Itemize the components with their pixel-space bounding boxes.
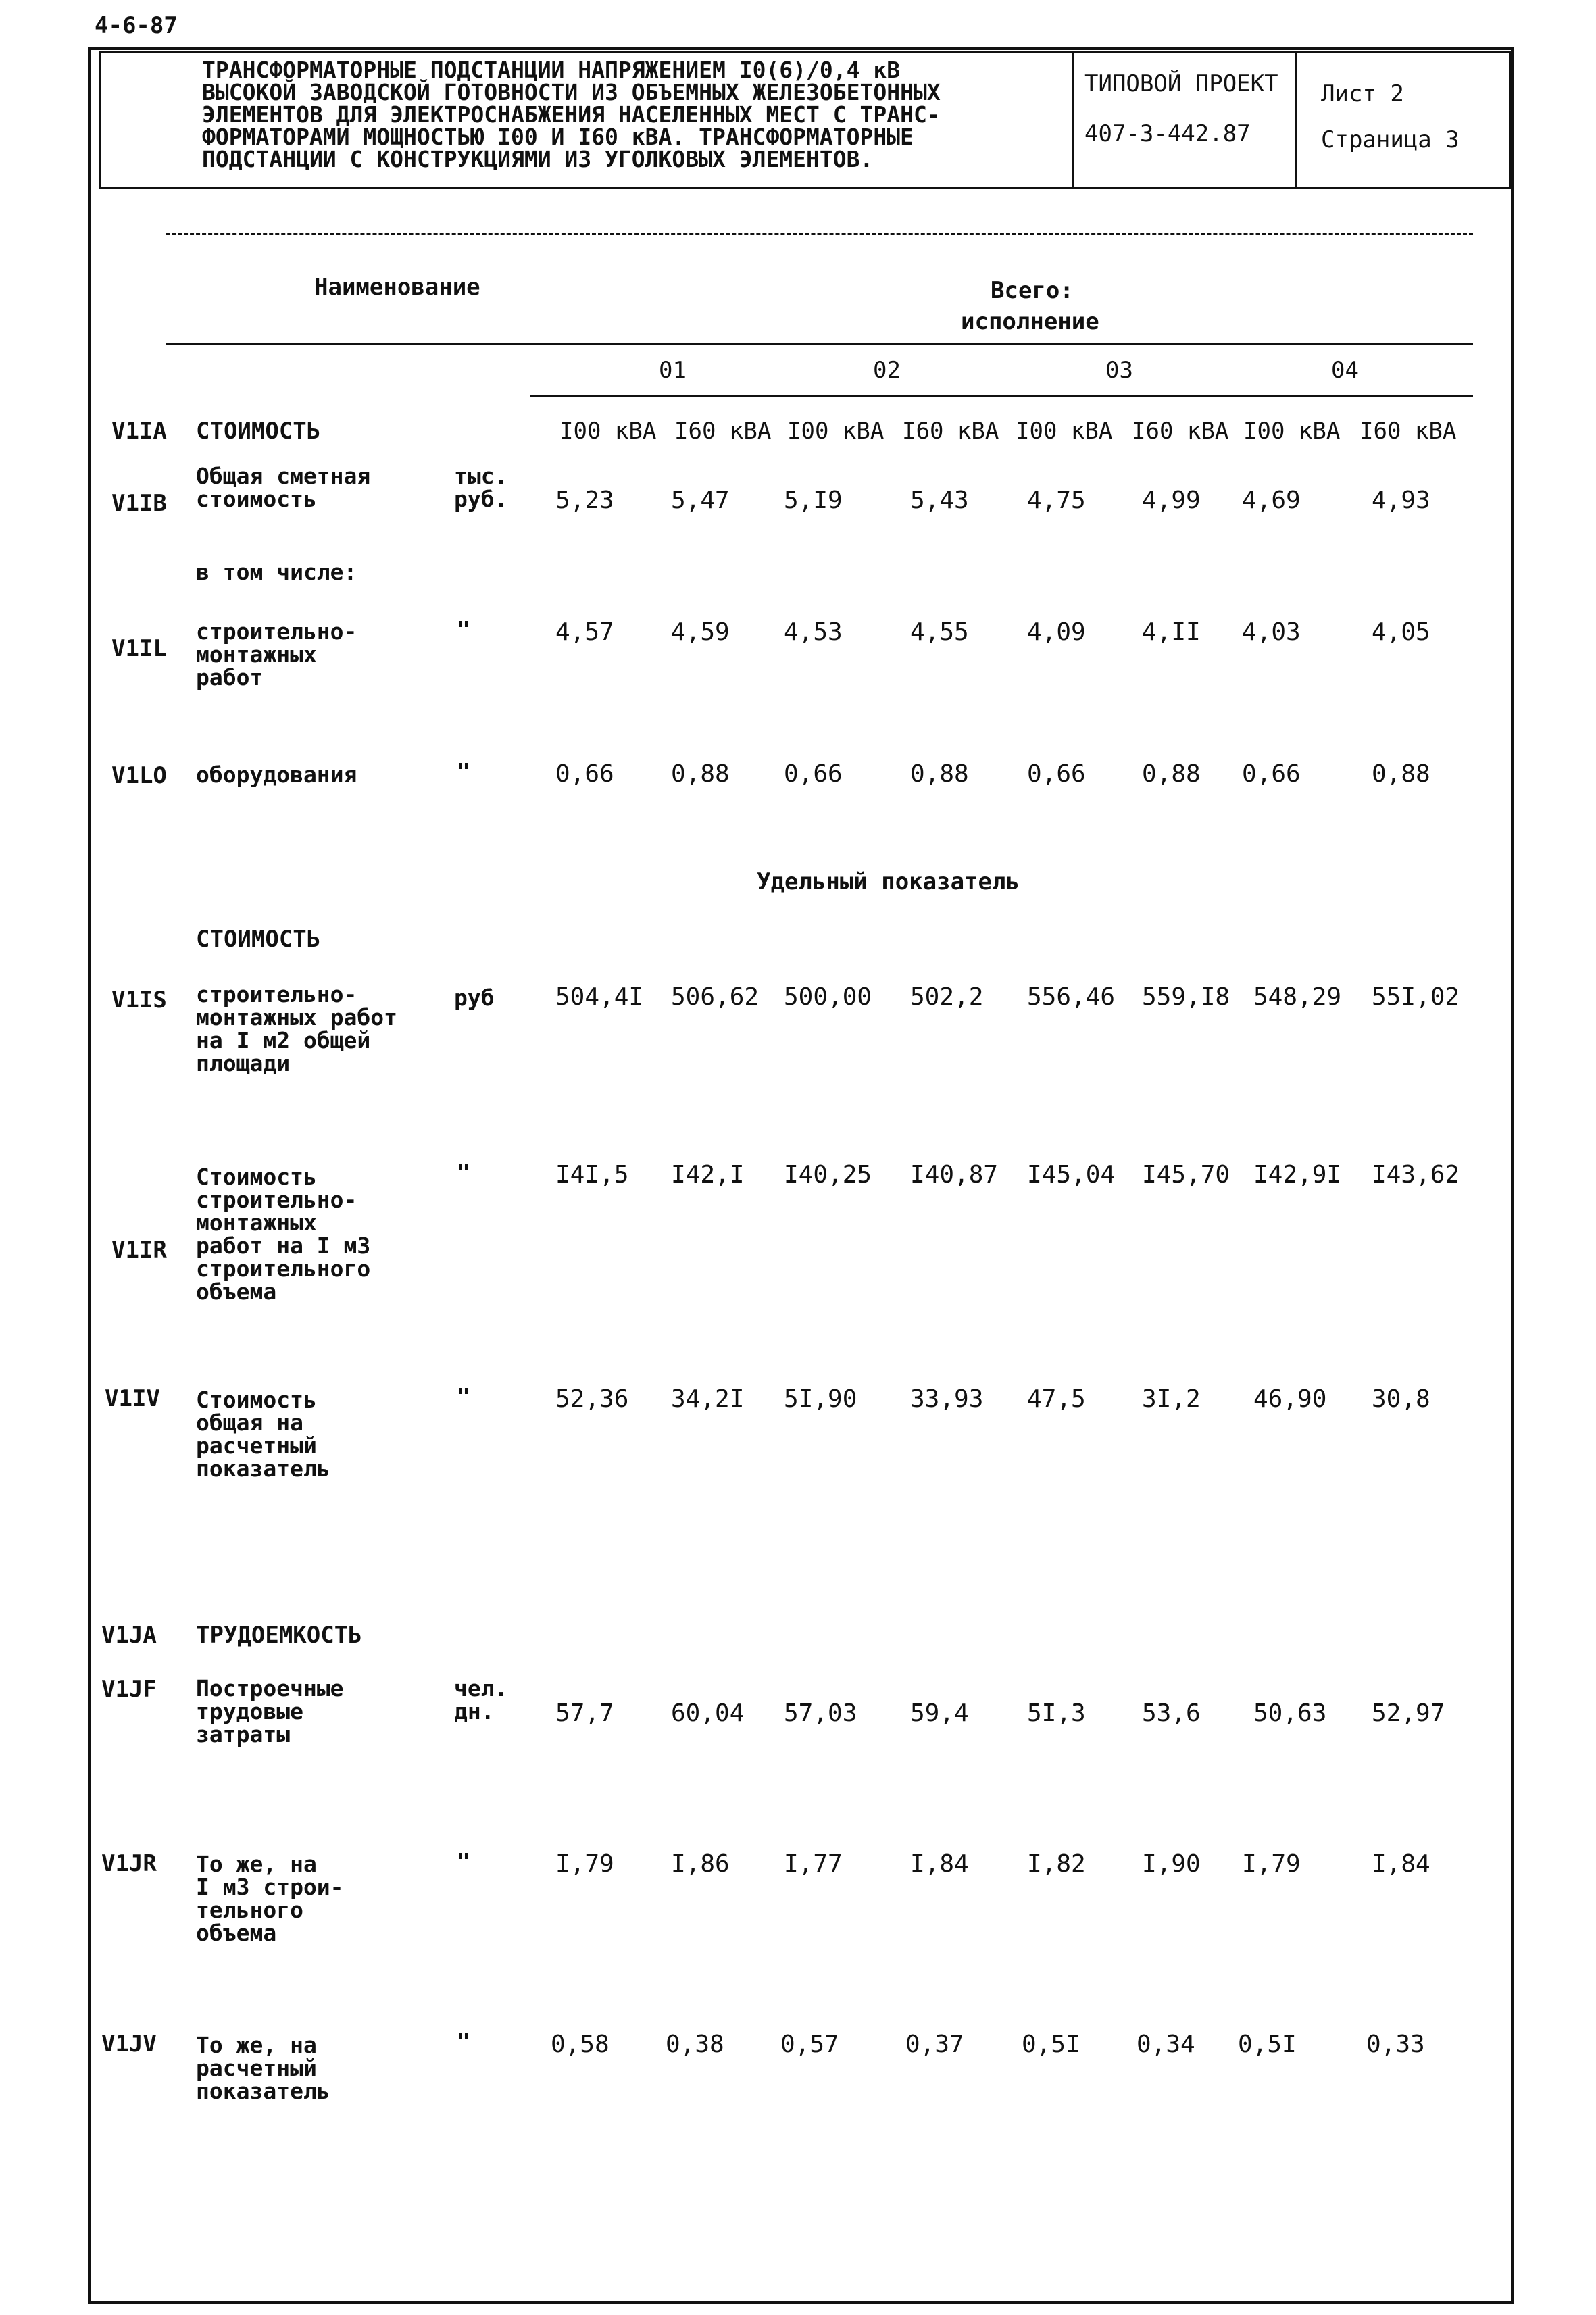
- table-cell: 60,04: [671, 1699, 745, 1727]
- group-header-rule: [530, 395, 1473, 397]
- specific-indicator-heading: Удельный показатель: [757, 868, 1020, 895]
- document-title: [101, 53, 1074, 187]
- table-cell: I40,25: [784, 1161, 872, 1189]
- table-cell: 4,II: [1142, 618, 1201, 646]
- section-label-cost-2: СТОИМОСТЬ: [196, 926, 321, 953]
- row-code: V1IA: [111, 418, 167, 445]
- row-code: V1IS: [111, 987, 167, 1014]
- table-cell: I45,70: [1142, 1161, 1230, 1189]
- page-number: Страница 3: [1321, 126, 1460, 153]
- row-label: строительно- монтажных работ: [196, 618, 357, 691]
- table-cell: I,79: [1242, 1850, 1301, 1878]
- table-cell: 4,93: [1372, 487, 1430, 514]
- table-cell: 33,93: [910, 1385, 984, 1413]
- row-label: Стоимость общая на расчетный показатель: [196, 1387, 330, 1482]
- table-cell: 0,88: [910, 760, 969, 788]
- total-header: Всего:: [991, 277, 1074, 304]
- power-col: I60 кВА: [1132, 418, 1229, 445]
- power-col: I60 кВА: [1360, 418, 1457, 445]
- table-cell: 0,66: [1242, 760, 1301, 788]
- power-col: I00 кВА: [1243, 418, 1341, 445]
- row-unit: ": [457, 1159, 470, 1185]
- title-line: ЭЛЕМЕНТОВ ДЛЯ ЭЛЕКТРОСНАБЖЕНИЯ НАСЕЛЕННЫХ МЕСТ С ТРАНС-: [202, 101, 941, 128]
- group-header-02: 02: [873, 357, 901, 384]
- power-col: I00 кВА: [1016, 418, 1113, 445]
- table-cell: 5I,90: [784, 1385, 857, 1413]
- row-unit: руб: [454, 985, 495, 1011]
- sheet-number: Лист 2: [1321, 80, 1404, 107]
- execution-header: исполнение: [961, 308, 1099, 335]
- table-cell: 506,62: [671, 983, 759, 1011]
- table-cell: 0,34: [1137, 2031, 1195, 2058]
- table-cell: 0,58: [551, 2031, 609, 2058]
- table-cell: 50,63: [1253, 1699, 1327, 1727]
- table-cell: 0,38: [666, 2031, 724, 2058]
- row-label: То же, на I м3 строи- тельного объема: [196, 1851, 344, 1946]
- row-unit: тыс. руб.: [454, 463, 508, 512]
- table-cell: 30,8: [1372, 1385, 1430, 1413]
- row-label: То же, на расчетный показатель: [196, 2032, 330, 2104]
- table-cell: I,79: [555, 1850, 614, 1878]
- row-unit: ": [457, 2028, 470, 2055]
- table-cell: 548,29: [1253, 983, 1342, 1011]
- table-cell: 5I,3: [1027, 1699, 1086, 1727]
- title-line: ТРАНСФОРМАТОРНЫЕ ПОДСТАНЦИИ НАПРЯЖЕНИЕМ I0(6)/0,4 кВ: [202, 57, 901, 83]
- table-cell: 0,57: [780, 2031, 839, 2058]
- table-cell: 5,43: [910, 487, 969, 514]
- power-col: I60 кВА: [902, 418, 999, 445]
- table-cell: 53,6: [1142, 1699, 1201, 1727]
- row-code: V1LO: [111, 762, 167, 789]
- row-label: Общая сметная стоимость: [196, 463, 371, 512]
- row-label: строительно- монтажных работ на I м2 общей площади: [196, 981, 398, 1076]
- power-col: I60 кВА: [674, 418, 772, 445]
- table-cell: 0,88: [1142, 760, 1201, 788]
- project-number: 407-3-442.87: [1084, 120, 1251, 147]
- table-cell: I4I,5: [555, 1161, 629, 1189]
- title-line: ВЫСОКОЙ ЗАВОДСКОЙ ГОТОВНОСТИ ИЗ ОБЪЕМНЫХ ЖЕЛЕЗОБЕТОННЫХ: [202, 79, 941, 105]
- table-cell: 0,88: [1372, 760, 1430, 788]
- row-code: V1IL: [111, 635, 167, 662]
- table-cell: 57,03: [784, 1699, 857, 1727]
- row-code: V1JV: [101, 2031, 157, 2058]
- header-rule: [166, 343, 1473, 345]
- table-cell: I,90: [1142, 1850, 1201, 1878]
- row-code: V1JF: [101, 1676, 157, 1703]
- table-cell: 4,75: [1027, 487, 1086, 514]
- section-label-labor: ТРУДОЕМКОСТЬ: [196, 1622, 362, 1649]
- including-label: в том числе:: [196, 559, 357, 585]
- table-cell: 500,00: [784, 983, 872, 1011]
- group-header-01: 01: [659, 357, 687, 384]
- page-code: 4-6-87: [95, 12, 178, 39]
- power-col: I00 кВА: [787, 418, 884, 445]
- table-cell: 4,59: [671, 618, 730, 646]
- table-cell: 3I,2: [1142, 1385, 1201, 1413]
- table-cell: I,86: [671, 1850, 730, 1878]
- row-unit: ": [457, 1383, 470, 1410]
- table-cell: 5,47: [671, 487, 730, 514]
- name-column-header: Наименование: [314, 274, 480, 301]
- table-cell: 4,03: [1242, 618, 1301, 646]
- table-cell: 4,53: [784, 618, 843, 646]
- table-cell: 52,97: [1372, 1699, 1445, 1727]
- table-cell: I,84: [1372, 1850, 1430, 1878]
- row-code: V1IB: [111, 490, 167, 517]
- title-line: ФОРМАТОРАМИ МОЩНОСТЬЮ I00 И I60 кВА. ТРАНСФОРМАТОРНЫЕ: [202, 124, 914, 150]
- table-cell: 0,37: [905, 2031, 964, 2058]
- table-cell: 0,88: [671, 760, 730, 788]
- table-cell: 4,99: [1142, 487, 1201, 514]
- table-cell: 59,4: [910, 1699, 969, 1727]
- table-cell: 5,23: [555, 487, 614, 514]
- table-cell: I,77: [784, 1850, 843, 1878]
- table-cell: 47,5: [1027, 1385, 1086, 1413]
- table-cell: 4,05: [1372, 618, 1430, 646]
- row-unit: ": [457, 1848, 470, 1874]
- title-line: ПОДСТАНЦИИ С КОНСТРУКЦИЯМИ ИЗ УГОЛКОВЫХ ЭЛЕМЕНТОВ.: [202, 146, 874, 172]
- power-col: I00 кВА: [559, 418, 657, 445]
- table-cell: 0,66: [784, 760, 843, 788]
- group-header-04: 04: [1331, 357, 1359, 384]
- table-cell: 0,66: [1027, 760, 1086, 788]
- row-code: V1IR: [111, 1237, 167, 1264]
- table-cell: 0,33: [1366, 2031, 1425, 2058]
- table-cell: 34,2I: [671, 1385, 745, 1413]
- row-label: Построечные трудовые затраты: [196, 1675, 344, 1747]
- row-label: Стоимость строительно- монтажных работ на I м3 строительного объема: [196, 1164, 371, 1305]
- table-cell: 502,2: [910, 983, 984, 1011]
- table-top-rule: [166, 233, 1473, 235]
- project-label: ТИПОВОЙ ПРОЕКТ: [1084, 70, 1278, 97]
- table-cell: I,82: [1027, 1850, 1086, 1878]
- row-code: V1JA: [101, 1622, 157, 1649]
- table-cell: 0,5I: [1022, 2031, 1080, 2058]
- table-cell: I,84: [910, 1850, 969, 1878]
- table-cell: I43,62: [1372, 1161, 1460, 1189]
- table-cell: I40,87: [910, 1161, 999, 1189]
- sheet-cell: [1297, 53, 1509, 187]
- row-label: оборудования: [196, 762, 357, 788]
- table-cell: 5,I9: [784, 487, 843, 514]
- table-cell: 559,I8: [1142, 983, 1230, 1011]
- project-cell: [1074, 53, 1297, 187]
- table-cell: I42,9I: [1253, 1161, 1342, 1189]
- table-cell: 556,46: [1027, 983, 1116, 1011]
- group-header-03: 03: [1105, 357, 1133, 384]
- table-cell: 4,55: [910, 618, 969, 646]
- table-cell: I45,04: [1027, 1161, 1116, 1189]
- row-code: V1IV: [105, 1385, 160, 1412]
- table-cell: I42,I: [671, 1161, 745, 1189]
- table-cell: 0,66: [555, 760, 614, 788]
- table-cell: 52,36: [555, 1385, 629, 1413]
- title-block: [99, 51, 1511, 189]
- row-code: V1JR: [101, 1850, 157, 1877]
- table-cell: 0,5I: [1238, 2031, 1297, 2058]
- table-cell: 57,7: [555, 1699, 614, 1727]
- row-unit: чел. дн.: [454, 1675, 508, 1724]
- table-cell: 55I,02: [1372, 983, 1460, 1011]
- table-cell: 4,69: [1242, 487, 1301, 514]
- section-label-cost: СТОИМОСТЬ: [196, 418, 321, 445]
- row-unit: ": [457, 758, 470, 785]
- table-cell: 46,90: [1253, 1385, 1327, 1413]
- row-unit: ": [457, 616, 470, 643]
- table-cell: 4,09: [1027, 618, 1086, 646]
- table-cell: 4,57: [555, 618, 614, 646]
- table-cell: 504,4I: [555, 983, 644, 1011]
